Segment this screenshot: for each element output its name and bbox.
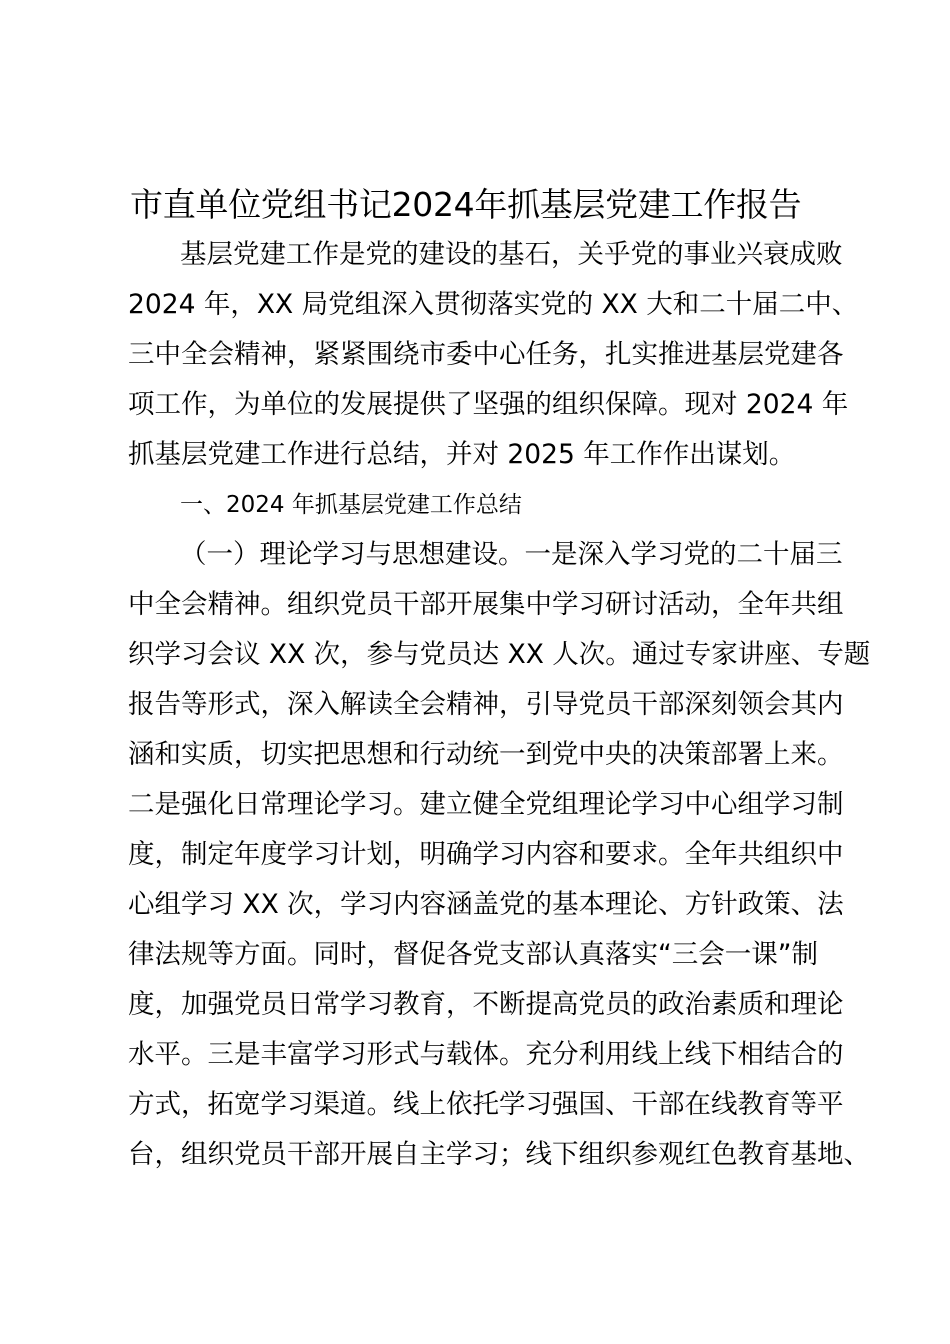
body-line: （一）理论学习与思想建设。一是深入学习党的二十届三: [180, 539, 843, 570]
body-line: 水平。三是丰富学习形式与载体。充分利用线上线下相结合的: [128, 1039, 844, 1070]
body-line: 二是强化日常理论学习。建立健全党组理论学习中心组学习制: [128, 789, 844, 820]
body-line: 心组学习 XX 次，学习内容涵盖党的基本理论、方针政策、法: [128, 889, 844, 920]
body-line: 台，组织党员干部开展自主学习；线下组织参观红色教育基地、: [128, 1139, 870, 1170]
intro-line: 2024 年，XX 局党组深入贯彻落实党的 XX 大和二十届二中、: [128, 289, 859, 320]
body-line: 律法规等方面。同时，督促各党支部认真落实“三会一课”制: [128, 939, 818, 970]
intro-line: 三中全会精神，紧紧围绕市委中心任务，扎实推进基层党建各: [128, 339, 844, 370]
body-line: 织学习会议 XX 次，参与党员达 XX 人次。通过专家讲座、专题: [128, 639, 871, 670]
intro-line: 抓基层党建工作进行总结，并对 2025 年工作作出谋划。: [128, 439, 796, 470]
section-heading: 一、2024 年抓基层党建工作总结: [180, 492, 522, 518]
body-line: 涵和实质，切实把思想和行动统一到党中央的决策部署上来。: [128, 739, 844, 770]
intro-line: 项工作，为单位的发展提供了坚强的组织保障。现对 2024 年: [128, 389, 849, 420]
body-line: 度，加强党员日常学习教育，不断提高党员的政治素质和理论: [128, 989, 844, 1020]
intro-line: 基层党建工作是党的建设的基石，关乎党的事业兴衰成败: [180, 239, 843, 270]
document-title: 市直单位党组书记2024年抓基层党建工作报告: [130, 185, 802, 224]
body-line: 报告等形式，深入解读全会精神，引导党员干部深刻领会其内: [128, 689, 844, 720]
body-line: 度，制定年度学习计划，明确学习内容和要求。全年共组织中: [128, 839, 844, 870]
body-line: 中全会精神。组织党员干部开展集中学习研讨活动，全年共组: [128, 589, 844, 620]
body-line: 方式，拓宽学习渠道。线上依托学习强国、干部在线教育等平: [128, 1089, 844, 1120]
